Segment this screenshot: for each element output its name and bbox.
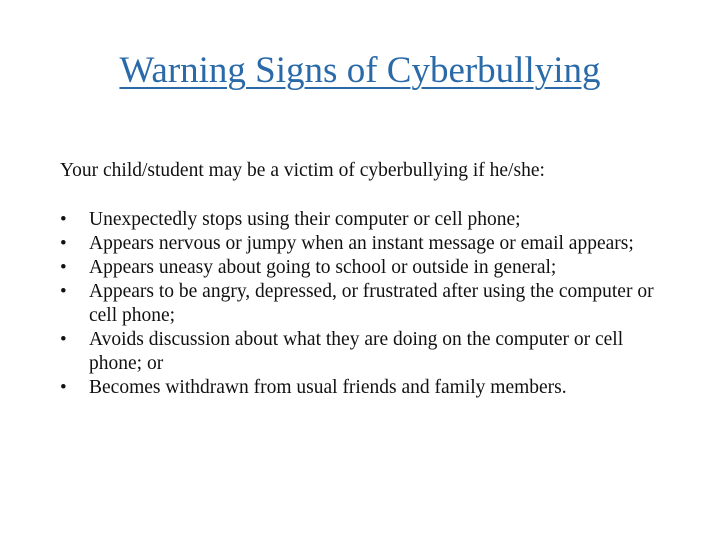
list-item-text: Appears nervous or jumpy when an instant message or email appears; bbox=[89, 233, 634, 254]
intro-text: Your child/student may be a victim of cyberbullying if he/she: bbox=[60, 160, 545, 181]
list-item-text: Unexpectedly stops using their computer or cell phone; bbox=[89, 209, 521, 230]
list-item bbox=[60, 232, 680, 256]
bullet-icon: • bbox=[60, 209, 67, 230]
bullet-icon: • bbox=[60, 377, 67, 398]
bullet-icon: • bbox=[60, 257, 67, 278]
list-item-text: Appears uneasy about going to school or outside in general; bbox=[89, 257, 557, 278]
slide-title: Warning Signs of Cyberbullying bbox=[119, 50, 601, 91]
list-item-text: Becomes withdrawn from usual friends and family members. bbox=[89, 377, 567, 398]
list-item-text: Avoids discussion about what they are doing on the computer or cell phone; or bbox=[89, 329, 624, 374]
bullet-icon: • bbox=[60, 233, 67, 254]
list-item-text: Appears to be angry, depressed, or frustrated after using the computer or cell phone; bbox=[89, 281, 654, 326]
list-item bbox=[60, 280, 680, 328]
list-item bbox=[60, 208, 680, 232]
list-item bbox=[60, 328, 680, 376]
warning-signs-list bbox=[60, 208, 680, 400]
list-item bbox=[60, 376, 680, 400]
bullet-icon: • bbox=[60, 281, 67, 302]
bullet-icon: • bbox=[60, 329, 67, 350]
list-item bbox=[60, 256, 680, 280]
